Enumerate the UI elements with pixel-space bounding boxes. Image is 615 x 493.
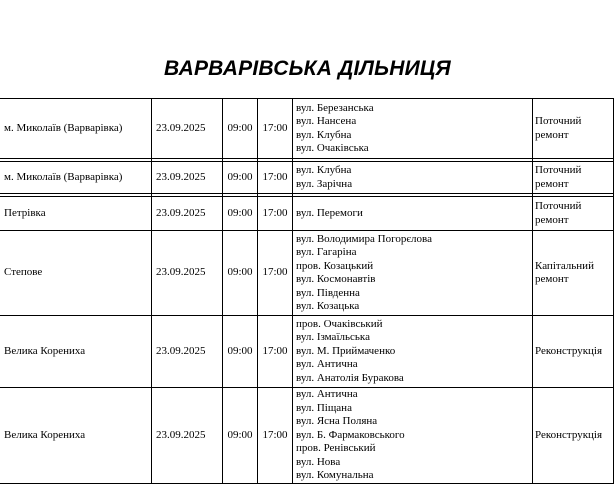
work-type-text: ремонт (535, 273, 569, 285)
start-time-cell: 09:00 (223, 197, 258, 231)
work-type-text: ремонт (535, 213, 569, 226)
streets-cell (293, 231, 533, 316)
start-time-cell: 09:00 (223, 316, 258, 388)
street-name: вул. Космонавтів (296, 273, 376, 285)
date-cell: 23.09.2025 (152, 231, 223, 316)
street-name: вул. Березанська (296, 101, 374, 114)
end-time-cell: 17:00 (258, 197, 293, 231)
end-time-cell: 17:00 (258, 316, 293, 388)
street-name: вул. Гагаріна (296, 246, 357, 258)
work-type-text: Поточний (535, 164, 582, 176)
street-name: вул. М. Приймаченко (296, 344, 396, 357)
street-name: вул. Б. Фармаковського (296, 428, 405, 441)
start-time-cell: 09:00 (223, 162, 258, 194)
location-cell: Велика Корениха (0, 316, 152, 388)
end-time-cell: 17:00 (258, 388, 293, 484)
street-name: вул. Перемоги (296, 206, 363, 219)
work-type-cell (533, 231, 614, 316)
start-time-cell: 09:00 (223, 99, 258, 159)
street-name: пров. Очаківський (296, 317, 383, 330)
date-cell: 23.09.2025 (152, 388, 223, 484)
work-type-text: ремонт (535, 177, 569, 190)
end-time-cell: 17:00 (258, 99, 293, 159)
start-time-cell: 09:00 (223, 231, 258, 316)
street-name: вул. Антична (296, 388, 358, 401)
end-time-cell: 17:00 (258, 231, 293, 316)
work-type-cell (533, 197, 614, 231)
work-type-cell (533, 316, 614, 388)
street-name: вул. Клубна (296, 164, 352, 176)
table-row (0, 197, 614, 231)
work-type-text: Реконструкція (535, 428, 603, 441)
page-title: ВАРВАРІВСЬКА ДІЛЬНИЦЯ (164, 57, 451, 80)
street-name: вул. Ізмаїльська (296, 331, 370, 344)
work-type-text: Реконструкція (535, 344, 603, 357)
table-row (0, 388, 614, 484)
street-name: вул. Очаківська (296, 142, 369, 154)
table-row (0, 162, 614, 194)
street-name: пров. Козацький (296, 259, 374, 272)
street-name: вул. Південна (296, 286, 360, 299)
street-name: вул. Володимира Погорєлова (296, 232, 432, 245)
work-type-cell (533, 388, 614, 484)
work-type-text: Поточний (535, 200, 582, 212)
work-type-text: ремонт (535, 128, 569, 141)
street-name: вул. Комунальна (296, 469, 374, 482)
location-cell: Степове (0, 231, 152, 316)
location-cell: м. Миколаїв (Варварівка) (0, 99, 152, 159)
streets-cell (293, 162, 533, 194)
street-name: пров. Ренівський (296, 442, 376, 455)
street-name: вул. Зарічна (296, 177, 353, 190)
street-name: вул. Антична (296, 358, 358, 371)
location-cell: м. Миколаїв (Варварівка) (0, 162, 152, 194)
date-cell: 23.09.2025 (152, 162, 223, 194)
streets-cell (293, 316, 533, 388)
work-type-text: Поточний (535, 115, 582, 127)
start-time-cell: 09:00 (223, 388, 258, 484)
street-name: вул. Нансена (296, 115, 357, 127)
street-name: вул. Клубна (296, 128, 352, 141)
streets-cell (293, 197, 533, 231)
date-cell: 23.09.2025 (152, 99, 223, 159)
street-name: вул. Нова (296, 455, 341, 468)
location-cell: Петрівка (0, 197, 152, 231)
table-row (0, 231, 614, 316)
date-cell: 23.09.2025 (152, 316, 223, 388)
table-row (0, 316, 614, 388)
work-type-cell (533, 99, 614, 159)
location-cell: Велика Корениха (0, 388, 152, 484)
street-name: вул. Анатолія Буракова (296, 371, 404, 384)
end-time-cell: 17:00 (258, 162, 293, 194)
street-name: вул. Піщана (296, 401, 352, 414)
date-cell: 23.09.2025 (152, 197, 223, 231)
work-type-text: Капітальний (535, 259, 594, 272)
street-name: вул. Ясна Поляна (296, 415, 378, 428)
streets-cell (293, 99, 533, 159)
work-type-cell (533, 162, 614, 194)
streets-cell (293, 388, 533, 484)
street-name: вул. Козацька (296, 300, 360, 312)
schedule-table (0, 98, 614, 484)
table-row (0, 99, 614, 159)
